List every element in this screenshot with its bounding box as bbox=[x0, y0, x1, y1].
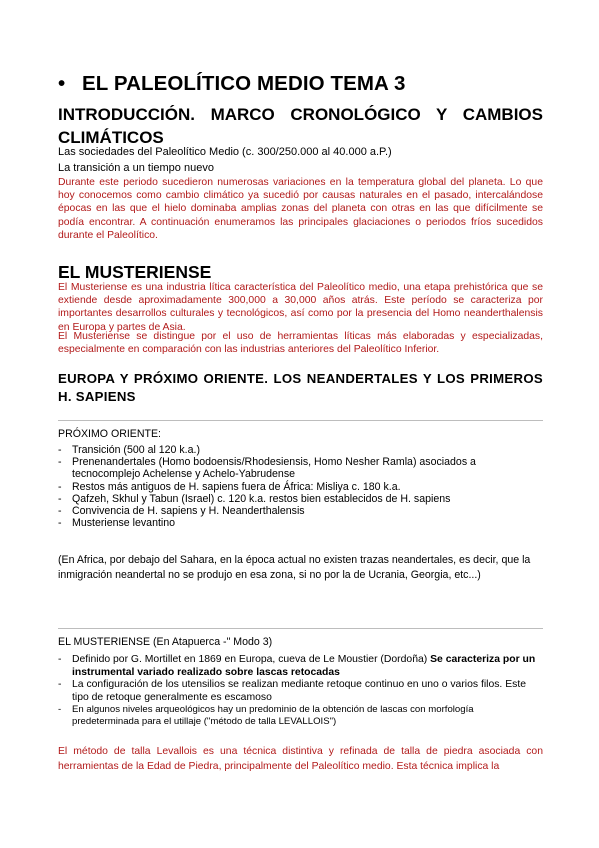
africa-note: (En Africa, por debajo del Sahara, en la época actual no existen trazas neandertales, es decir, que la inmigración neandertal no se produjo en esa zona, si no por la de Ucrania, Georgia, etc...) bbox=[58, 554, 531, 581]
list-item: - Definido por G. Mortillet en 1869 en Europa, cueva de Le Moustier (Dordoña) Se caracteriza por un instrumental variado realizado sobre lascas retocadas bbox=[58, 654, 536, 678]
list-item: - En algunos niveles arqueológicos hay un predominio de la obtención de lascas con morfología predeterminada para el utillaje ("método de talla LEVALLOIS") bbox=[58, 704, 474, 727]
musteriense-paragraph-1: El Musteriense es una industria lítica característica del Paleolítico medio, una etapa prehistórica que se extiende desde aproximadamente 300,000 a 30,000 años atrás. Este período se caracteriza por importantes desarrollos culturales y tecnológicos, así como por la presencia del Homo neanderthalensis en Europa y partes de Asia. bbox=[58, 282, 543, 333]
list-item: - Musteriense levantino bbox=[58, 517, 176, 530]
title-bullet: • bbox=[58, 72, 66, 95]
musteriense-heading: EL MUSTERIENSE bbox=[58, 262, 212, 282]
intro-line-1: Las sociedades del Paleolítico Medio (c. 300/250.000 al 40.000 a.P.) bbox=[58, 146, 392, 158]
dash-marker: - bbox=[58, 492, 62, 505]
divider bbox=[58, 420, 543, 421]
list-item: - Transición (500 al 120 k.a.) bbox=[58, 444, 200, 456]
dash-marker: - bbox=[58, 679, 62, 691]
list-item: - La configuración de los utensilios se realizan mediante retoque continuo en uno o varios filos. Este tipo de retoque generalmente es escamoso bbox=[58, 679, 527, 703]
page-title bbox=[58, 72, 406, 96]
list-item: - Prenenandertales (Homo bodoensis/Rhodesiensis, Homo Nesher Ramla) asociados a tecnocomplejo Achelense y Achelo-Yabrudense bbox=[58, 456, 476, 481]
proximo-oriente-list bbox=[58, 444, 543, 529]
dash-marker: - bbox=[58, 654, 62, 665]
dash-marker: - bbox=[58, 456, 62, 469]
dash-marker: - bbox=[58, 517, 62, 530]
dash-marker: - bbox=[58, 704, 62, 716]
musteriense-paragraph-2: El Musteriense se distingue por el uso de herramientas líticas más elaboradas y especializadas, especialmente en comparación con las industrias anteriores del Paleolítico Inferior. bbox=[58, 331, 543, 356]
levallois-paragraph: El método de talla Levallois es una técnica distintiva y refinada de talla de piedra asociada con herramientas de la Edad de Piedra, principalmente del Paleolítico medio. Esta técnica implica la bbox=[58, 746, 543, 772]
dash-marker: - bbox=[58, 444, 62, 456]
intro-heading: INTRODUCCIÓN. MARCO CRONOLÓGICO Y CAMBIOS CLIMÁTICOS bbox=[58, 105, 543, 147]
atapuerca-list bbox=[58, 654, 543, 727]
title-text: EL PALEOLÍTICO MEDIO TEMA 3 bbox=[82, 72, 406, 95]
list-item: - Restos más antiguos de H. sapiens fuera de África: Misliya c. 180 k.a. bbox=[58, 480, 401, 493]
proximo-oriente-label: PRÓXIMO ORIENTE: bbox=[58, 428, 162, 440]
atapuerca-label: EL MUSTERIENSE (En Atapuerca -" Modo 3) bbox=[58, 636, 273, 648]
intro-paragraph: Durante este periodo sucedieron numerosas variaciones en la temperatura global del planeta. Lo que hoy conocemos como cambio climático ya sucedió por causas naturales en el pasado, intercalándose épocas en las que el hielo dominaba amplias zonas del planeta con otras en las que difícilmente se podía encontrar. A continuación enumeramos las principales glaciaciones o periodos fríos sucedidos durante el Paleolítico. bbox=[58, 177, 543, 241]
europa-heading: EUROPA Y PRÓXIMO ORIENTE. LOS NEANDERTALES Y LOS PRIMEROS H. SAPIENS bbox=[58, 371, 543, 404]
dash-marker: - bbox=[58, 505, 62, 518]
list-item: - Convivencia de H. sapiens y H. Neanderthalensis bbox=[58, 505, 305, 518]
divider bbox=[58, 628, 543, 629]
dash-marker: - bbox=[58, 480, 62, 493]
list-item: - Qafzeh, Skhul y Tabun (Israel) c. 120 k.a. restos bien establecidos de H. sapiens bbox=[58, 492, 451, 505]
intro-line-2: La transición a un tiempo nuevo bbox=[58, 162, 214, 174]
